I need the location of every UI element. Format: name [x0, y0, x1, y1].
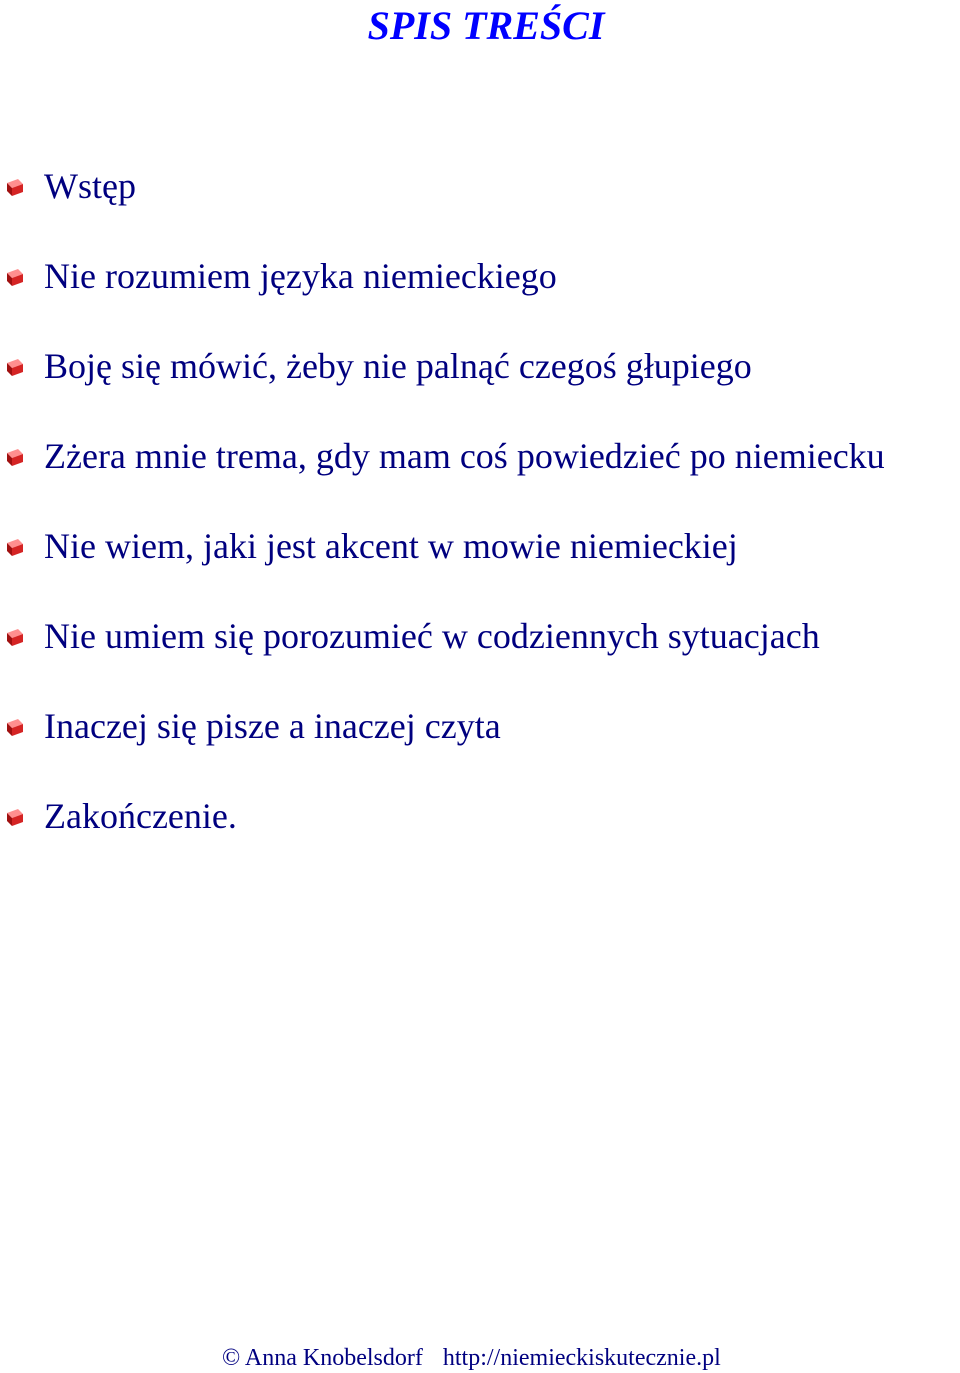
toc-item-label: Nie rozumiem języka niemieckiego: [44, 256, 557, 296]
red-square-bullet-icon: [3, 176, 25, 198]
footer-url-link[interactable]: http://niemieckiskutecznie.pl: [442, 1345, 721, 1371]
footer-copyright: © Anna Knobelsdorf: [222, 1345, 423, 1371]
red-square-bullet-icon: [3, 806, 25, 828]
red-square-bullet-icon: [3, 266, 25, 288]
red-square-bullet-icon: [3, 356, 25, 378]
toc-item-label: Wstęp: [44, 166, 136, 206]
toc-item-label: Zżera mnie trema, gdy mam coś powiedzieć po niemiecku: [44, 436, 885, 476]
toc-item[interactable]: [0, 252, 885, 342]
toc-item-label: Nie wiem, jaki jest akcent w mowie niemieckiej: [44, 526, 738, 566]
red-square-bullet-icon: [3, 446, 25, 468]
toc-item-label: Nie umiem się porozumieć w codziennych sytuacjach: [44, 616, 820, 656]
page-title: SPIS TREŚCI: [367, 3, 605, 48]
red-square-bullet-icon: [3, 536, 25, 558]
toc-item[interactable]: [0, 612, 885, 702]
toc-item[interactable]: [0, 162, 885, 252]
toc-item[interactable]: [0, 342, 885, 432]
toc-item-label: Zakończenie.: [44, 796, 237, 836]
table-of-contents: [0, 162, 885, 882]
toc-item[interactable]: [0, 702, 885, 792]
toc-item[interactable]: [0, 432, 885, 522]
red-square-bullet-icon: [3, 716, 25, 738]
red-square-bullet-icon: [3, 626, 25, 648]
toc-item[interactable]: [0, 522, 885, 612]
toc-item-label: Inaczej się pisze a inaczej czyta: [44, 706, 501, 746]
toc-item-label: Boję się mówić, żeby nie palnąć czegoś głupiego: [44, 346, 752, 386]
page-footer: [222, 1343, 721, 1373]
toc-item[interactable]: [0, 792, 885, 882]
